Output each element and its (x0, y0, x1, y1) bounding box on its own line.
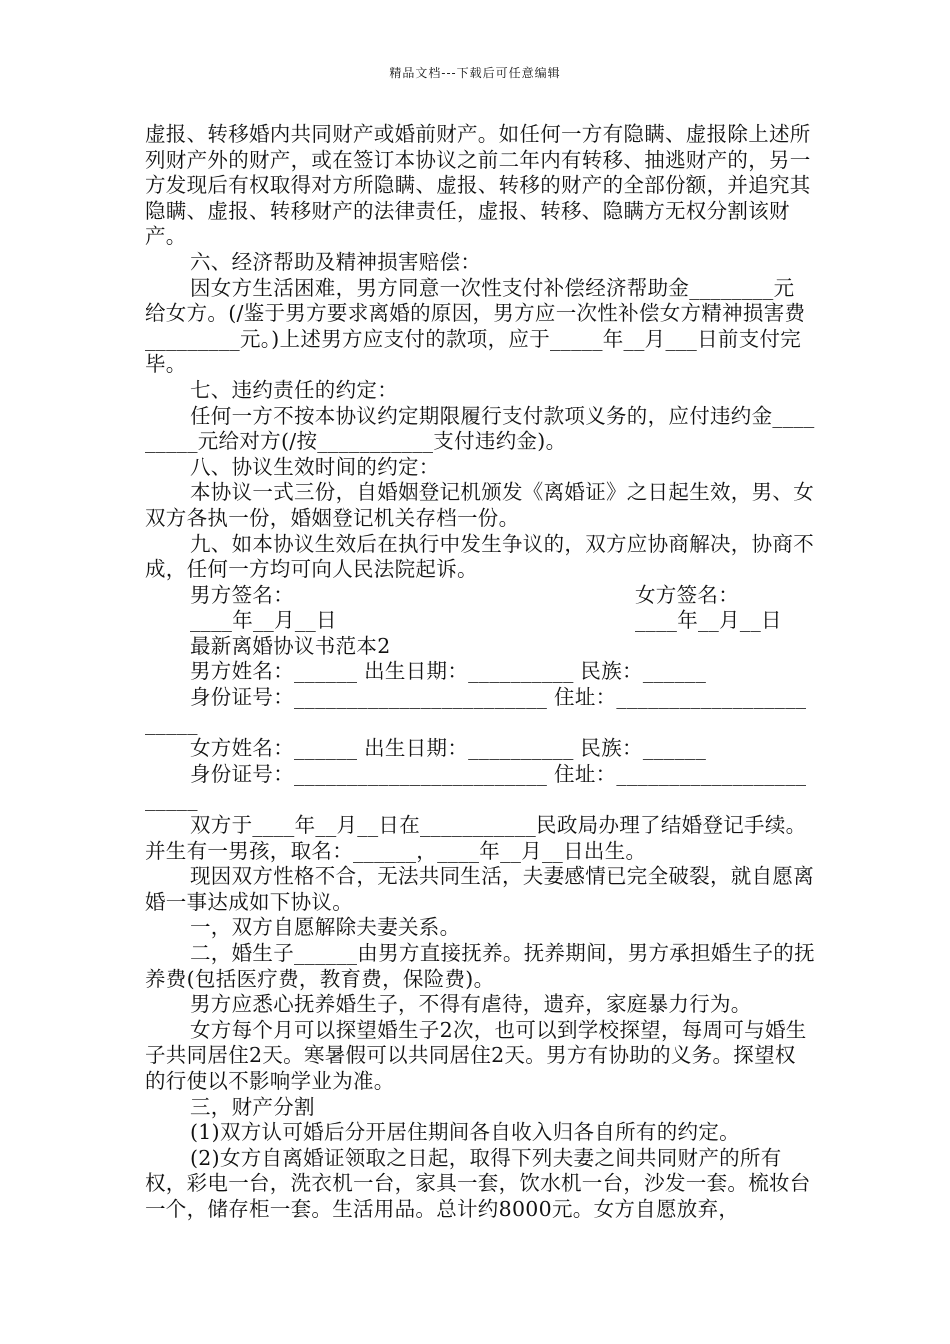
paragraph: 九、如本协议生效后在执行中发生争议的，双方应协商解决，协商不成，任何一方均可向人民法院起诉。 (145, 531, 814, 582)
paragraph: 任何一方不按本协议约定期限履行支付款项义务的，应付违约金_________元给对方(/按___________支付违约金)。 (145, 403, 815, 454)
section-heading: 八、协议生效时间的约定： (190, 454, 440, 479)
paragraph: 双方于____年__月__日在___________民政局办理了结婚登记手续。并生有一男孩，取名：______，____年__月__日出生。 (145, 813, 807, 863)
document-body (145, 122, 815, 1223)
paragraph: 因女方生活困难，男方同意一次性支付补偿经济帮助金________元给女方。(/鉴于男方要求离婚的原因，男方应一次性补偿女方精神损害费_________元。)上述男方应支付的款项，应于_____年__月___日前支付完毕。 (145, 275, 806, 377)
clause-item: 二，婚生子______由男方直接抚养。抚养期间，男方承担婚生子的抚养费(包括医疗费，教育费，保险费)。 (145, 941, 815, 991)
clause-item: 三，财产分割 (190, 1094, 315, 1119)
female-id-address-line: 身份证号：________________________ 住址：_______________________ (145, 761, 807, 812)
male-signature-label: 男方签名： (190, 582, 294, 607)
paragraph: 男方应悉心抚养婚生子，不得有虐待，遗弃，家庭暴力行为。 (190, 992, 752, 1017)
female-signature-date: ____年__月__日 (635, 608, 782, 633)
female-signature-label: 女方签名： (635, 582, 739, 607)
male-info-line: 男方姓名：______ 出生日期：__________ 民族：______ (190, 659, 707, 684)
paragraph: 现因双方性格不合，无法共同生活，夫妻感情已完全破裂，就自愿离婚一事达成如下协议。 (145, 864, 814, 914)
page-header: 精品文档---下载后可任意编辑 (389, 66, 561, 80)
signature-date-row (145, 608, 815, 634)
section-heading: 七、违约责任的约定： (190, 377, 398, 402)
paragraph: 本协议一式三份，自婚姻登记机颁发《离婚证》之日起生效，男、女双方各执一份，婚姻登记机关存档一份。 (145, 480, 814, 530)
paragraph: 女方每个月可以探望婚生子2次，也可以到学校探望，每周可与婚生子共同居住2天。寒暑假可以共同居住2天。男方有协助的义务。探望权的行使以不影响学业为准。 (145, 1017, 807, 1093)
document-subtitle: 最新离婚协议书范本2 (190, 633, 391, 658)
section-heading: 六、经济帮助及精神损害赔偿： (190, 249, 482, 274)
clause-subitem: (2)女方自离婚证领取之日起，取得下列夫妻之间共同财产的所有权，彩电一台，洗衣机一台，家具一套，饮水机一台，沙发一套。梳妆台一个，储存柜一套。生活用品。总计约8000元。女方自愿放弃， (145, 1145, 811, 1221)
female-info-line: 女方姓名：______ 出生日期：__________ 民族：______ (190, 736, 707, 761)
signature-row (145, 583, 815, 609)
clause-subitem: (1)双方认可婚后分开居住期间各自收入归各自所有的约定。 (190, 1120, 740, 1145)
clause-item: 一，双方自愿解除夫妻关系。 (190, 915, 461, 940)
male-signature-date: ____年__月__日 (190, 608, 337, 633)
male-id-address-line: 身份证号：________________________ 住址：_______________________ (145, 685, 807, 735)
paragraph: 虚报、转移婚内共同财产或婚前财产。如任何一方有隐瞒、虚报除上述所列财产外的财产，或在签订本协议之前二年内有转移、抽逃财产的，另一方发现后有权取得对方所隐瞒、虚报、转移的财产的全部份额，并追究其隐瞒、虚报、转移财产的法律责任，虚报、转移、隐瞒方无权分割该财产。 (145, 122, 811, 249)
